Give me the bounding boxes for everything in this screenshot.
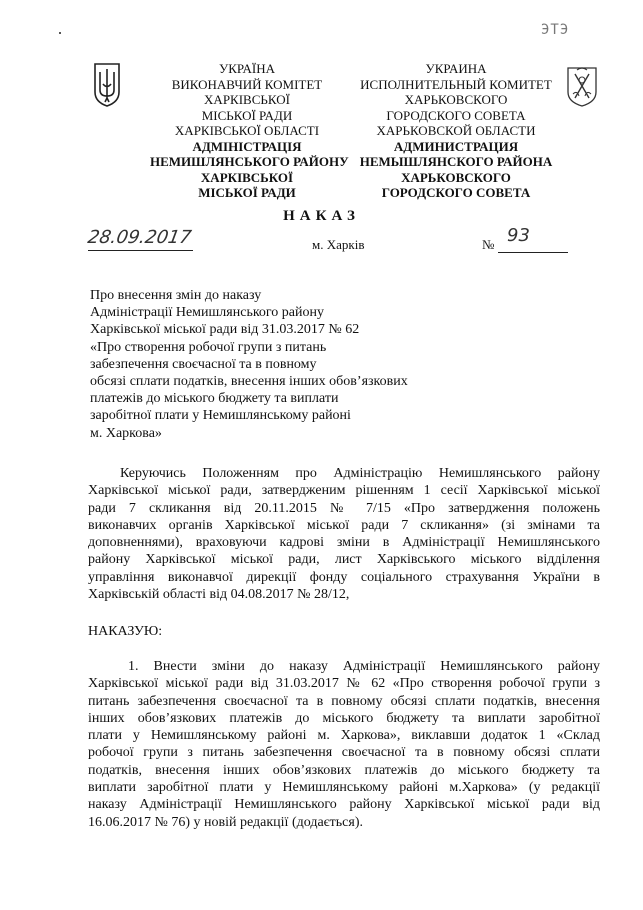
- handwritten-number: 93: [507, 225, 530, 246]
- preamble-line: ради 7 скликання від 20.11.2015 № 7/15 «Про затвердження положень: [88, 500, 600, 516]
- preamble-line: Керуючись Положенням про Адміністрацію Немишлянського району: [120, 466, 600, 481]
- order-item-1: [88, 658, 600, 831]
- ukraine-trident-icon: [92, 62, 122, 108]
- preamble-line: виконавчих органів Харківської міської ради 7 скликання» (зі змінами та: [88, 517, 600, 533]
- subject-line: Харківської міської ради від 31.03.2017 № 62: [90, 322, 360, 338]
- header-left-line: ХАРКІВСЬКОЇ ОБЛАСТІ: [174, 123, 320, 138]
- kharkiv-coat-of-arms-icon: [565, 64, 599, 108]
- registration-stamp: ЭТЭ: [541, 22, 570, 38]
- header-left-bold-line: НЕМИШЛЯНСЬКОГО РАЙОНУ: [150, 154, 349, 169]
- item-line: питань забезпечення своєчасної та в повному обсязі сплати податків, внесення: [88, 693, 600, 709]
- scan-dot: [59, 32, 61, 34]
- header-left-line: МІСЬКОЇ РАДИ: [201, 107, 293, 123]
- header-left-ukrainian: [150, 61, 349, 201]
- subject-line: заробітної плати у Немишлянському районі: [90, 408, 351, 424]
- header-left-bold-line: ХАРКІВСЬКОЇ: [200, 169, 294, 185]
- header-right-line: ХАРЬКОВСКОГО: [404, 92, 508, 107]
- item-line: 16.06.2017 № 76) у новій редакції (додається).: [88, 814, 363, 830]
- preamble-paragraph: [88, 465, 600, 603]
- city-label: м. Харків: [312, 237, 365, 252]
- subject-line: обсязі сплати податків, внесення інших обов’язкових: [90, 374, 408, 390]
- item-line: плати у Немишлянському районі м. Харкова», виклавши додаток 1 «Склад: [88, 728, 600, 744]
- header-right-bold-line: НЕМЫШЛЯНСКОГО РАЙОНА: [359, 154, 553, 169]
- item-line: податків, внесення інших обов’язкових платежів до міського бюджету та: [88, 762, 600, 778]
- header-right-bold-line: АДМИНИСТРАЦИЯ: [393, 138, 519, 154]
- header-left-line: ВИКОНАВЧИЙ КОМІТЕТ: [171, 76, 323, 92]
- preamble-line: управління виконавчої дирекції фонду соціального страхування України в: [88, 569, 600, 585]
- preamble-line: доповненнями), враховуючи кадрові зміни в Адміністрації Немишлянського: [88, 535, 600, 551]
- item-line: Харківської міської ради від 31.03.2017 № 62 «Про створення робочої групи з: [88, 676, 600, 692]
- date-underline: [88, 250, 193, 251]
- item-line: 1. Внести зміни до наказу Адміністрації Немишлянського району: [128, 659, 600, 674]
- preamble-line: району Харківської міської ради, лист Харківського міського відділення: [88, 552, 600, 568]
- header-right-line: УКРАИНА: [425, 61, 487, 76]
- header-left-line: УКРАЇНА: [219, 61, 275, 76]
- subject-line: Адміністрації Немишлянського району: [90, 305, 325, 321]
- order-heading: НАКАЗУЮ:: [88, 624, 163, 639]
- subject-line: «Про створення робочої групи з питань: [90, 339, 327, 355]
- item-line: інших обов’язкових платежів до міського бюджету та виплати заробітної: [88, 710, 600, 726]
- subject-line: м. Харкова»: [90, 425, 162, 441]
- header-right-line: ИСПОЛНИТЕЛЬНЫЙ КОМИТЕТ: [360, 76, 552, 92]
- item-line: наказу Адміністрації Немишлянського району Харківської міської ради від: [88, 797, 600, 813]
- item-line: виплати заробітної плати у Немишлянському районі м.Харкова» (у редакції: [88, 780, 600, 796]
- header-right-line: ГОРОДСКОГО СОВЕТА: [386, 107, 526, 123]
- preamble-line: Харківської міської ради, затвердженим рішенням 1 сесії Харківської міської: [88, 483, 600, 499]
- order-subject: [90, 287, 408, 442]
- number-sign: №: [482, 237, 495, 252]
- header-right-bold-line: ГОРОДСКОГО СОВЕТА: [381, 185, 531, 200]
- subject-line: платежів до міського бюджету та виплати: [90, 391, 339, 407]
- header-right-russian: [356, 61, 556, 201]
- preamble-line: Харківській області від 04.08.2017 № 28/12,: [88, 587, 350, 603]
- header-left-line: ХАРКІВСЬКОЇ: [204, 92, 290, 107]
- number-underline: [498, 252, 568, 253]
- header-left-bold-line: МІСЬКОЇ РАДИ: [198, 185, 296, 200]
- subject-line: забезпечення своєчасної та в повному: [90, 356, 317, 372]
- item-line: робочої групи з питань забезпечення своєчасної та в повному обсязі сплати: [88, 745, 600, 761]
- subject-line: Про внесення змін до наказу: [90, 288, 262, 303]
- header-right-bold-line: ХАРЬКОВСКОГО: [401, 169, 511, 185]
- header-left-bold-line: АДМІНІСТРАЦІЯ: [192, 138, 302, 154]
- handwritten-date: 28.09.2017: [86, 227, 193, 248]
- header-right-line: ХАРЬКОВСКОЙ ОБЛАСТИ: [376, 123, 536, 138]
- order-title: НАКАЗ: [283, 208, 360, 224]
